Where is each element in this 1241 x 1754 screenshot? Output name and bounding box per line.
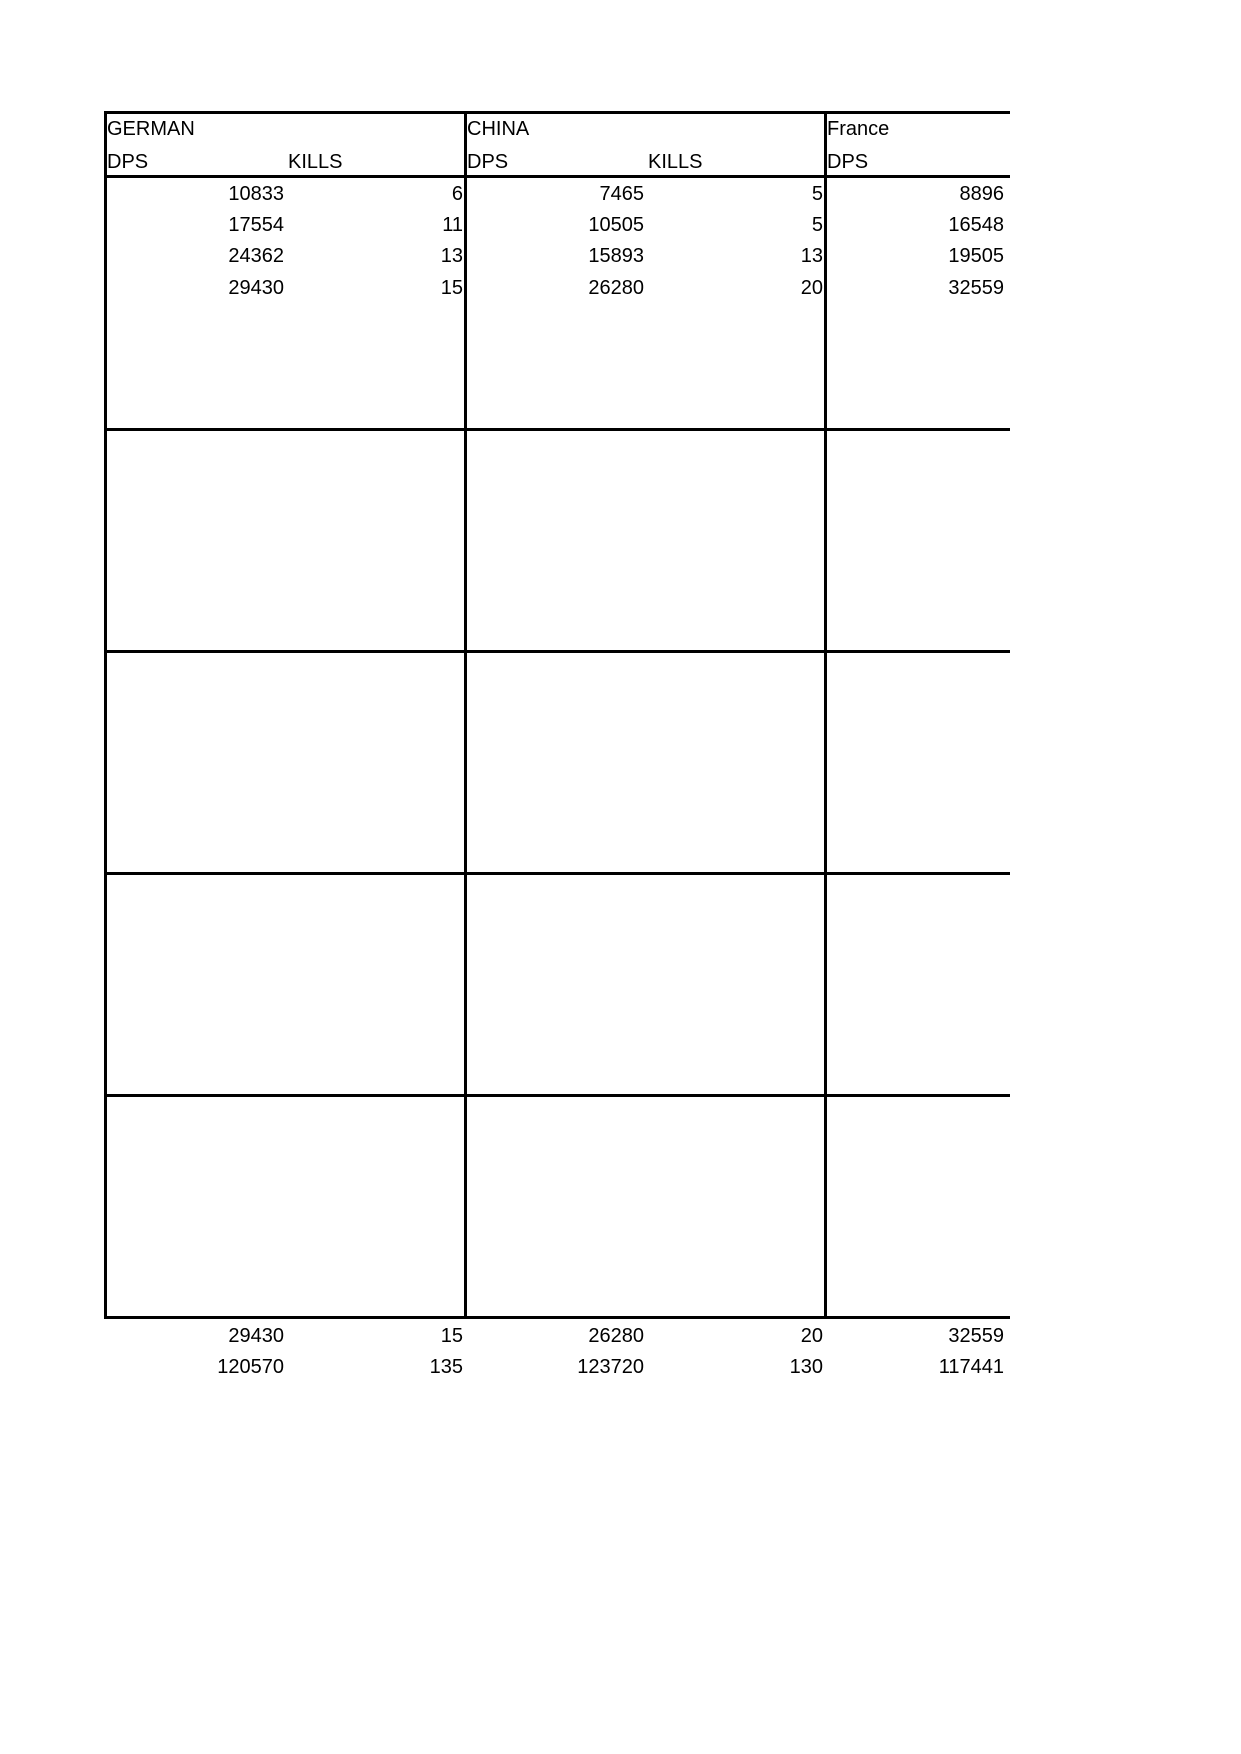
cell: 11: [442, 214, 463, 236]
summary-cell: 20: [800, 1325, 823, 1347]
table-bottom-border: [104, 1316, 1010, 1319]
cell: 20: [800, 277, 823, 299]
summary-cell: 120570: [217, 1356, 284, 1378]
cell: 10505: [588, 214, 644, 236]
block-border-1: [104, 428, 1010, 431]
table-left-border: [104, 111, 107, 1319]
cell: 15: [440, 277, 463, 299]
summary-cell: 117441: [938, 1356, 1004, 1378]
cell: 17554: [228, 214, 284, 236]
cell: 13: [440, 245, 463, 267]
table-top-border: [104, 111, 1010, 114]
group-title-france: France: [827, 118, 890, 140]
col-header-kills: KILLS: [288, 151, 343, 173]
cell: 6: [451, 183, 463, 205]
summary-cell: 32559: [948, 1325, 1004, 1347]
cell: 26280: [588, 277, 644, 299]
summary-cell: 15: [440, 1325, 463, 1347]
summary-cell: 29430: [228, 1325, 284, 1347]
cell: 7465: [599, 183, 644, 205]
cell: 19505: [948, 245, 1004, 267]
block-border-3: [104, 872, 1010, 875]
block-border-2: [104, 650, 1010, 653]
cell: 10833: [228, 183, 284, 205]
divider-german-china: [464, 111, 467, 1319]
group-title-china: CHINA: [467, 118, 530, 140]
summary-cell: 135: [429, 1356, 463, 1378]
cell: 15893: [588, 245, 644, 267]
cell: 29430: [228, 277, 284, 299]
col-header-dps: DPS: [107, 151, 149, 173]
col-header-dps: DPS: [467, 151, 509, 173]
cell: 5: [811, 214, 823, 236]
cell: 13: [800, 245, 823, 267]
cell: 5: [811, 183, 823, 205]
summary-cell: 130: [789, 1356, 823, 1378]
summary-cell: 26280: [588, 1325, 644, 1347]
cell: 8896: [959, 183, 1004, 205]
col-header-dps: DPS: [827, 151, 869, 173]
summary-cell: 123720: [577, 1356, 644, 1378]
header-bottom-border: [104, 175, 1010, 178]
block-border-4: [104, 1094, 1010, 1097]
col-header-kills: KILLS: [648, 151, 703, 173]
group-title-german: GERMAN: [107, 118, 195, 140]
cell: 24362: [228, 245, 284, 267]
divider-china-france: [824, 111, 827, 1319]
cell: 32559: [948, 277, 1004, 299]
cell: 16548: [948, 214, 1004, 236]
